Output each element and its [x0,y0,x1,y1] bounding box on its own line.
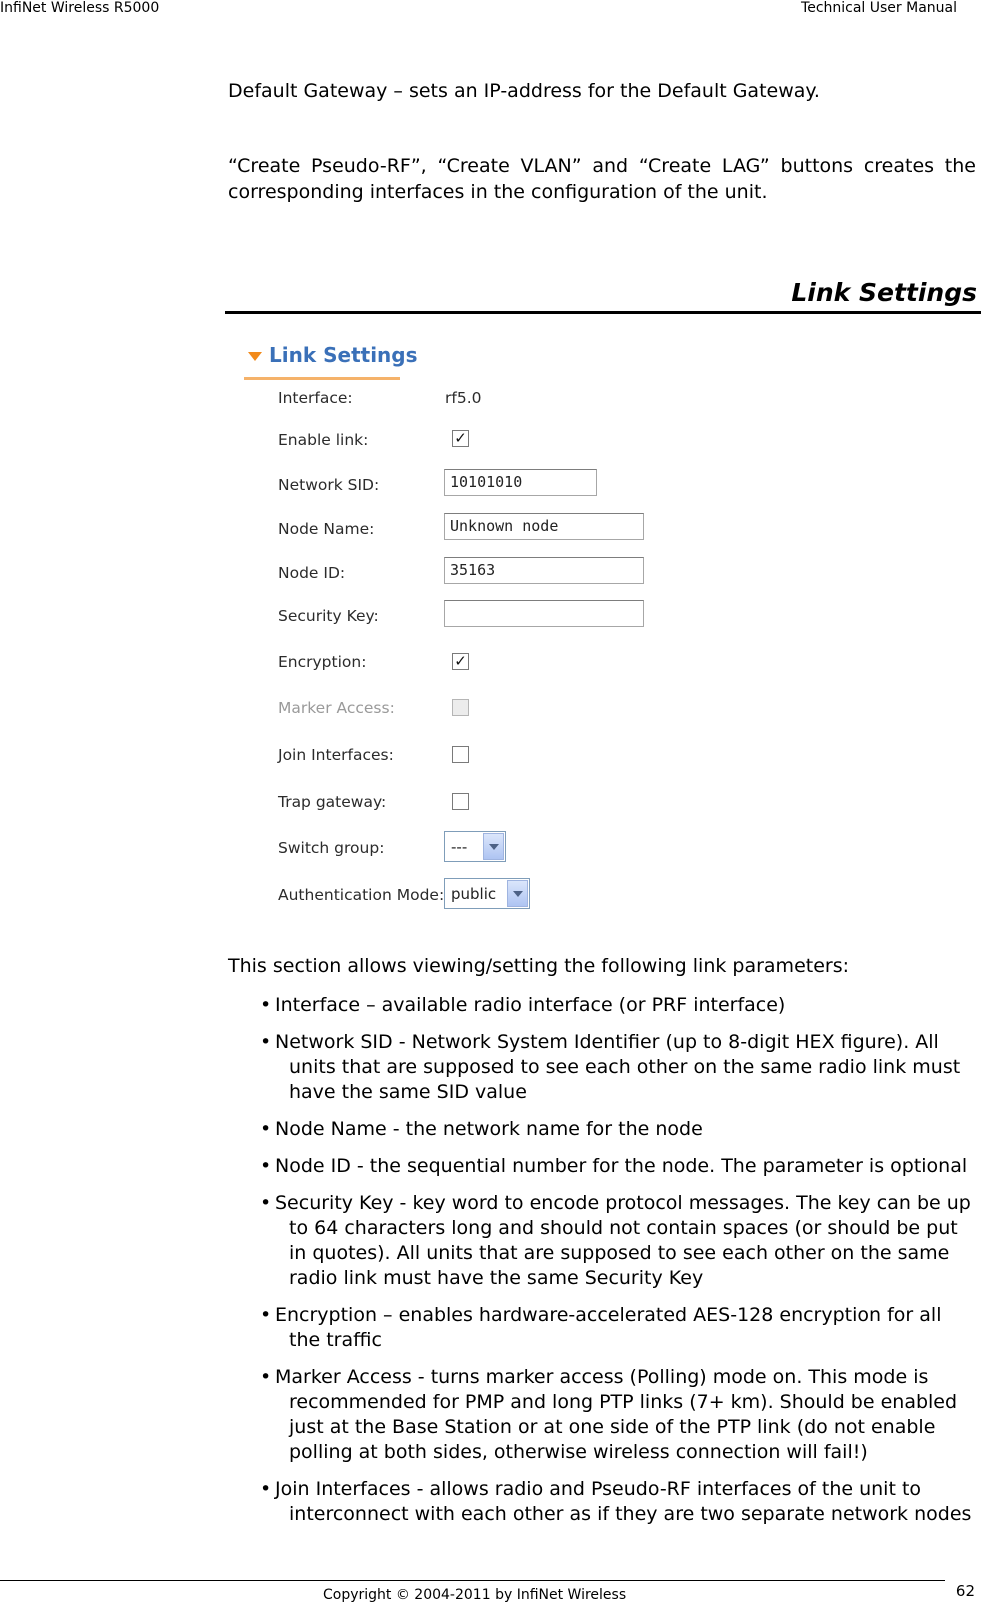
join-interfaces-label: Join Interfaces: [278,746,394,764]
trap-gateway-label: Trap gateway: [278,793,387,811]
collapse-triangle-icon[interactable] [248,352,262,361]
list-item: • Node Name - the network name for the node [262,1117,976,1142]
panel-title: Link Settings [269,343,418,367]
switch-group-select[interactable] [444,831,506,862]
parameter-list [262,993,976,1539]
node-name-label: Node Name: [278,520,375,538]
network-sid-label: Network SID: [278,476,380,494]
header-left: InfiNet Wireless R5000 [0,0,160,16]
section-title: Link Settings [791,278,977,307]
switch-group-value: --- [451,837,468,856]
encryption-checkbox[interactable]: ✓ [452,653,469,670]
interface-label: Interface: [278,389,353,407]
panel-title-underline [244,377,400,380]
list-item: • Join Interfaces - allows radio and Pseudo-RF interfaces of the unit to interconnect with each other as if they are two separate network nodes [262,1477,976,1527]
network-sid-input[interactable]: 10101010 [444,469,597,496]
link-settings-panel [240,335,660,935]
panel-header[interactable] [248,343,418,367]
node-id-label: Node ID: [278,564,346,582]
security-key-label: Security Key: [278,607,379,625]
page-number: 62 [955,1582,975,1600]
list-item: • Marker Access - turns marker access (Polling) mode on. This mode is recommended for PMP and long PTP links (7+ km). Should be enabled just at the Base Station or at one side of the PTP link (do not enable polling at both sides, otherwise wireless connection will fail!) [262,1365,976,1465]
enable-link-checkbox[interactable]: ✓ [452,430,469,447]
enable-link-label: Enable link: [278,431,369,449]
list-item: • Interface – available radio interface (or PRF interface) [262,993,976,1018]
security-key-input[interactable] [444,600,644,627]
section-rule [225,311,981,314]
node-name-input[interactable]: Unknown node [444,513,644,540]
marker-access-label: Marker Access: [278,699,395,717]
join-interfaces-checkbox[interactable] [452,746,469,763]
footer-rule [0,1580,945,1581]
node-id-input[interactable]: 35163 [444,557,644,584]
auth-mode-label: Authentication Mode: [278,886,445,904]
paragraph-create-buttons: “Create Pseudo-RF”, “Create VLAN” and “Create LAG” buttons creates the corresponding interfaces in the configuration of the unit. [228,155,976,203]
marker-access-checkbox [452,699,469,716]
list-item: • Security Key - key word to encode protocol messages. The key can be up to 64 characters long and should not contain spaces (or should be put in quotes). All units that are supposed to see each other on the same radio link must have the same Security Key [262,1191,976,1291]
footer-copyright: Copyright © 2004-2011 by InfiNet Wireless [323,1587,627,1602]
list-item: • Encryption – enables hardware-accelerated AES-128 encryption for all the traffic [262,1303,976,1353]
auth-mode-select[interactable] [444,878,530,909]
list-item: • Network SID - Network System Identifier (up to 8-digit HEX figure). All units that are supposed to see each other on the same radio link must have the same SID value [262,1030,976,1105]
switch-group-label: Switch group: [278,839,385,857]
chevron-down-icon[interactable] [507,880,528,907]
auth-mode-value: public [451,884,497,903]
trap-gateway-checkbox[interactable] [452,793,469,810]
list-item: • Node ID - the sequential number for the node. The parameter is optional [262,1154,976,1179]
header-right: Technical User Manual [801,0,957,16]
encryption-label: Encryption: [278,653,367,671]
paragraph-default-gateway: Default Gateway – sets an IP-address for the Default Gateway. [228,80,820,102]
interface-value: rf5.0 [445,389,482,407]
section-intro: This section allows viewing/setting the following link parameters: [228,955,850,977]
chevron-down-icon[interactable] [483,833,504,860]
